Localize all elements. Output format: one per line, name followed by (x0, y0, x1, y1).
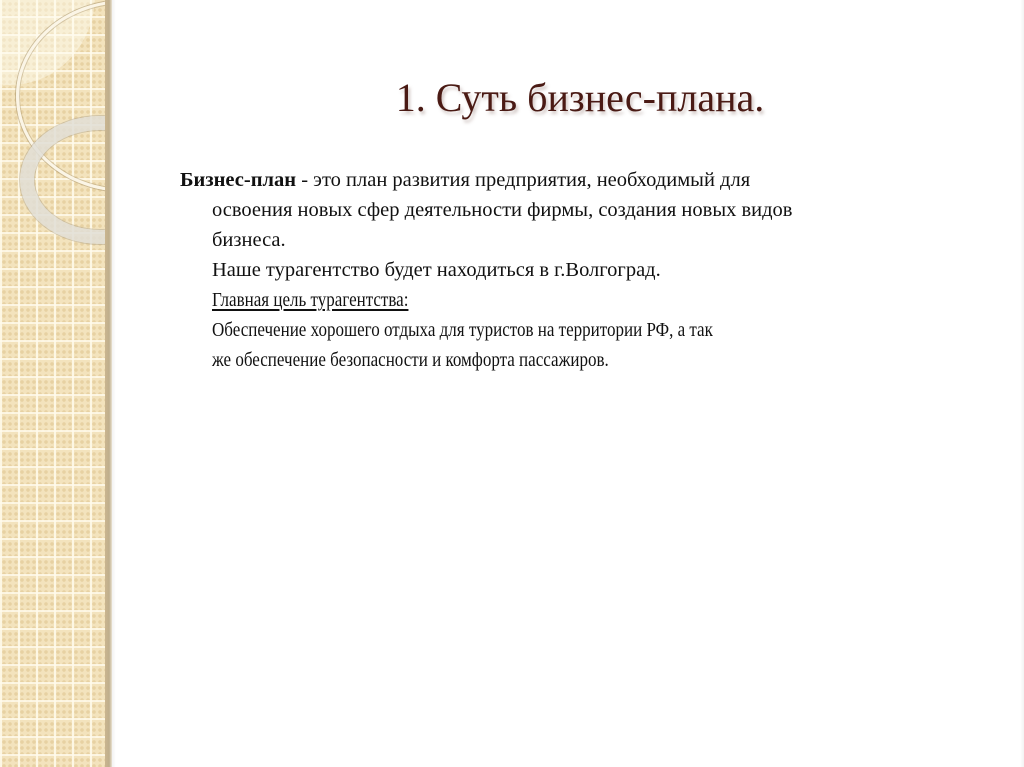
goal-text-line1: Обеспечение хорошего отдыха для туристов на территории РФ, а так (212, 319, 713, 341)
goal-heading: Главная цель турагентства: (212, 289, 409, 311)
goal-heading-line (180, 285, 990, 315)
location-text: Наше турагентство будет находиться в г.Волгоград. (212, 259, 661, 281)
side-strip-shadow (112, 0, 116, 767)
goal-text-line2: же обеспечение безопасности и комфорта пассажиров. (212, 349, 609, 371)
definition-separator: - (296, 169, 314, 191)
definition-text-line3: бизнеса. (212, 229, 286, 251)
goal-text-line2-wrap (180, 345, 990, 375)
side-strip-edge (105, 0, 112, 767)
right-edge-shadow (1020, 0, 1024, 767)
definition-term: Бизнес-план (180, 169, 297, 191)
goal-text-line1-wrap (180, 315, 990, 345)
definition-text-line1: это план развития предприятия, необходимый для (313, 169, 751, 191)
definition-paragraph (180, 165, 990, 195)
slide-title: 1. Суть бизнес-плана. (395, 75, 765, 120)
definition-text-line2: освоения новых сфер деятельности фирмы, создания новых видов (212, 199, 793, 221)
slide-body (180, 165, 990, 375)
decorative-side-strip (0, 0, 105, 767)
